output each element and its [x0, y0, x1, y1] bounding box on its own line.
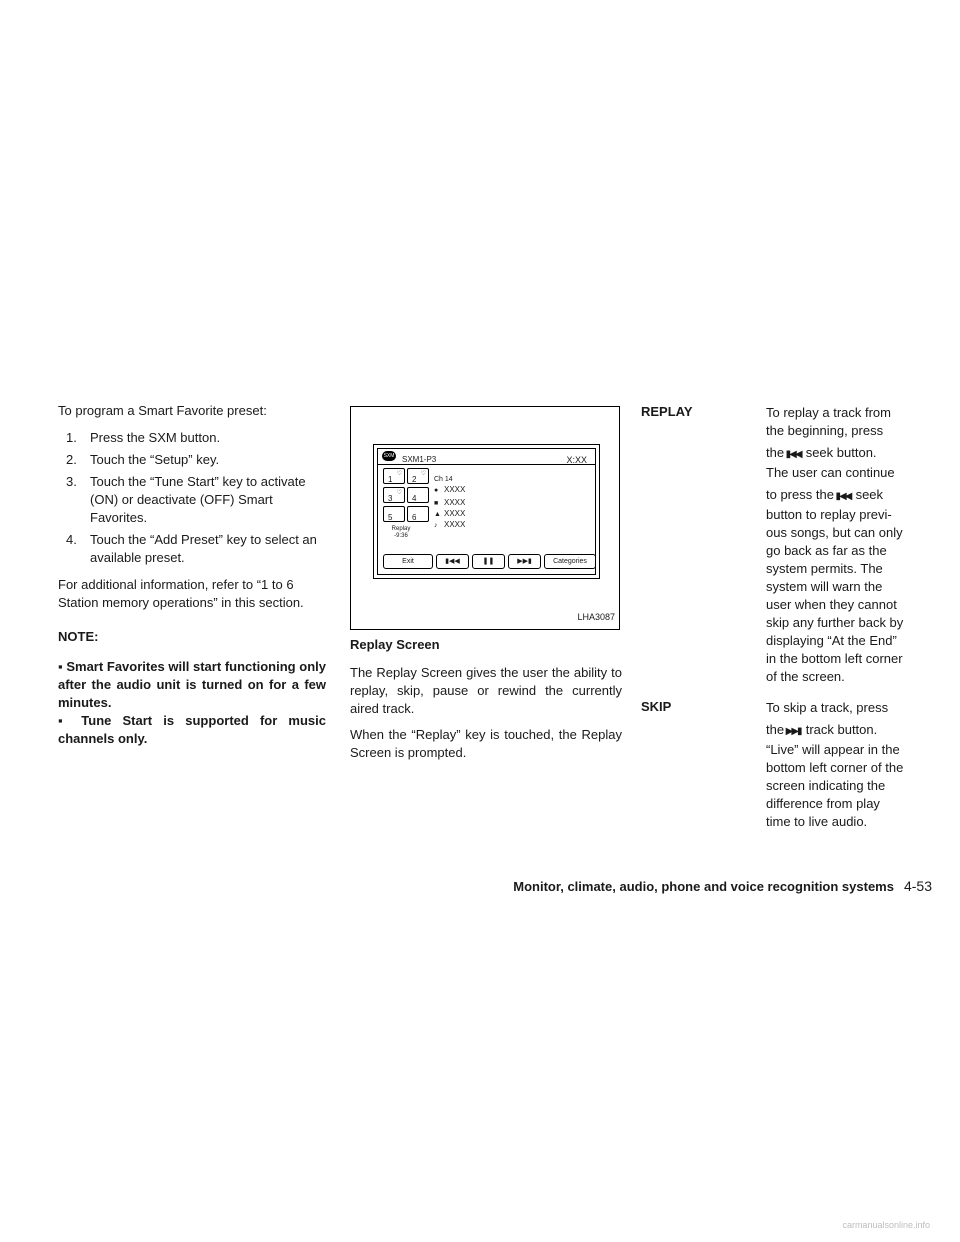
left-column — [58, 402, 326, 748]
seek-forward-icon: ▶▶▮ — [517, 558, 532, 565]
info-line: ♪ XXXX — [434, 516, 465, 535]
paragraph: The Replay Screen gives the user the ability to replay, skip, pause or rewind the currently aired track. — [350, 665, 622, 716]
skip-description: To skip a track, press the ▶▶▮ track button. “Live” will appear in the bottom left corner of the screen indicating the difference from play time to live audio. — [766, 700, 904, 829]
preset-button-3[interactable]: 3 ♡ — [383, 487, 405, 503]
term-replay: REPLAY — [641, 404, 693, 419]
page-footer — [513, 878, 932, 894]
additional-info: For additional information, refer to “1 to 6 Station memory operations” in this section. — [58, 577, 304, 610]
pause-icon: ❚❚ — [482, 558, 495, 565]
replay-indicator: Replay -9:36 — [391, 526, 411, 539]
status-bar — [378, 449, 595, 465]
categories-button[interactable]: Categories — [544, 554, 596, 569]
seek-back-button[interactable] — [436, 554, 469, 569]
seek-forward-icon: ▶▶▮ — [785, 726, 801, 737]
preset-button-2[interactable]: 2 ♡ — [407, 468, 429, 484]
figure-id: LHA3087 — [577, 612, 615, 622]
channel-number: Ch 14 — [434, 476, 453, 483]
replay-screen-figure — [350, 406, 620, 630]
intro-text: To program a Smart Favorite preset: — [58, 403, 267, 418]
paragraph: When the “Replay” key is touched, the Replay Screen is prompted. — [350, 727, 622, 760]
heart-icon: ♡ — [420, 471, 426, 477]
seek-forward-button[interactable] — [508, 554, 541, 569]
term-skip: SKIP — [641, 699, 672, 714]
page-number: 4-53 — [903, 878, 932, 894]
info-line: ▲ XXXX — [434, 505, 465, 524]
list-item: 4. Touch the “Add Preset” key to select an available preset. — [66, 532, 317, 565]
display-frame — [377, 448, 596, 575]
display-screen — [373, 444, 600, 579]
list-item: 3. Touch the “Tune Start” key to activate (ON) or deactivate (OFF) Smart Favorites. — [66, 474, 306, 525]
preset-button-1[interactable]: 1 ♡ — [383, 468, 405, 484]
notes-block — [58, 658, 326, 748]
note-item: ▪ Smart Favorites will start functioning only after the audio unit is turned on for a few minutes. — [58, 659, 326, 710]
music-note-icon: ♪ — [434, 522, 438, 529]
preset-button-4[interactable]: 4 — [407, 487, 429, 503]
note-heading: NOTE: — [58, 629, 99, 644]
control-bar — [383, 554, 590, 569]
person-icon: ▲ — [434, 511, 441, 518]
list-item: 1. Press the SXM button. — [66, 430, 221, 445]
middle-column — [350, 406, 622, 770]
folder-icon: ■ — [434, 500, 439, 507]
sxm-logo: SXM — [383, 453, 395, 459]
heart-icon: ♡ — [396, 490, 402, 496]
clock: X:XX — [566, 455, 587, 465]
broadcast-icon: ● — [434, 487, 439, 494]
pause-button[interactable] — [472, 554, 505, 569]
seek-back-icon: ▮◀◀ — [445, 558, 460, 565]
footer-title: Monitor, climate, audio, phone and voice recognition systems — [513, 879, 894, 894]
replay-description: To replay a track from the beginning, press the ▮◀◀ seek button. The user can continue to press the ▮◀◀ seek button to replay previ- ous songs, but can only go back as far as the system permits. The system will warn the user when they cannot skip any further back by displaying “At the End” in the bottom left corner of the screen. — [766, 405, 904, 684]
preset-button-6[interactable]: 6 — [407, 506, 429, 522]
heart-icon: ♡ — [396, 471, 402, 477]
steps-list — [58, 429, 326, 567]
seek-back-icon: ▮◀◀ — [785, 449, 801, 460]
note-item: ▪ Tune Start is supported for music channels only. — [58, 713, 326, 746]
info-line: ■ XXXX — [434, 494, 465, 513]
info-line: ● XXXX — [434, 481, 465, 500]
watermark: carmanualsonline.info — [842, 1220, 930, 1230]
seek-back-icon: ▮◀◀ — [835, 491, 851, 502]
list-item: 2. Touch the “Setup” key. — [66, 452, 220, 467]
preset-button-5[interactable]: 5 — [383, 506, 405, 522]
section-heading: Replay Screen — [350, 637, 440, 652]
channel-name: SXM1-P3 — [402, 455, 437, 464]
exit-button[interactable]: Exit — [383, 554, 433, 569]
